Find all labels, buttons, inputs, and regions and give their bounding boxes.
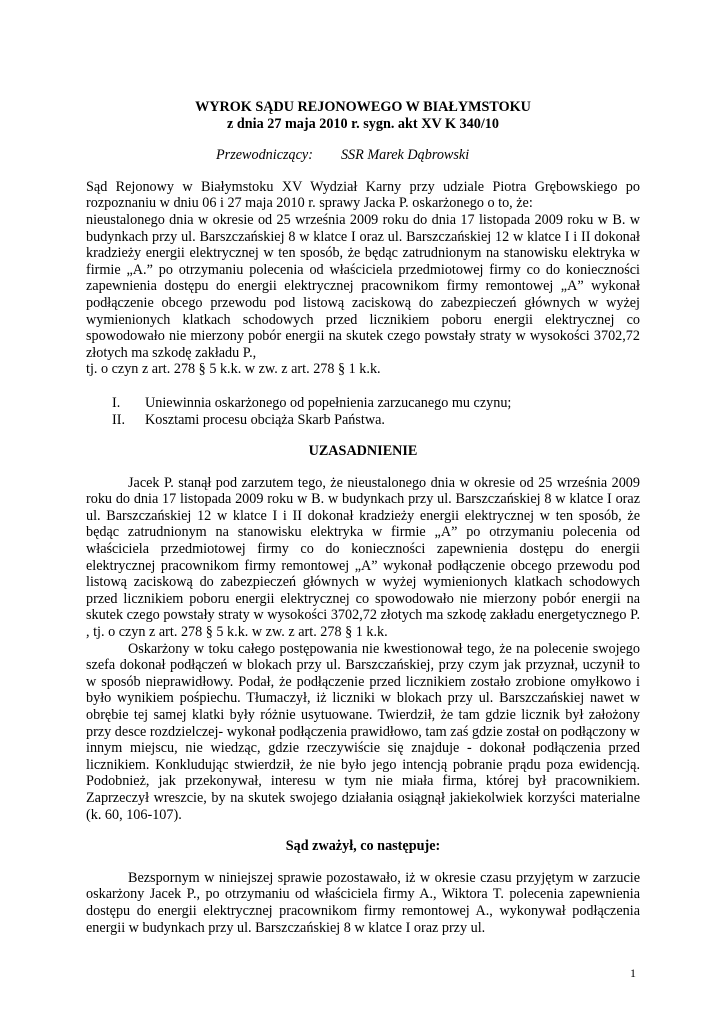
judgment-title [86,99,640,132]
judgment-intro [86,179,640,378]
verdict-list [86,395,640,428]
justification-paragraph: Jacek P. stanął pod zarzutem tego, że nieustalonego dnia w okresie od 25 września 2009 roku do dnia 17 listopada 2009 roku w B. w budynkach przy ul. Barszczańskiej 8 w klatce I oraz ul. Barszczańskiej 12 w klatce I i II dokonał kradzieży energii elektrycznej w ten sposób, że będąc zatrudnionym na stanowisku elektryka w firmie „A” po otrzymaniu polecenia od właściciela przedmiotowej firmy co do konieczności zapewnienia dostępu do energii elektrycznej pracownikom firmy remontowej „A” wykonał podłączenie obcego przewodu pod listową zaciskową do zabezpieczeń głównych w wyżej wymienionych klatkach schodowych przed licznikiem poboru energii elektrycznej co spowodowało nie mierzony pobór energii na skutek czego powstały straty w wysokości 3702,72 złotych ma szkodę zakładu energetycznego P. , tj. o czyn z art. 278 § 5 k.k. w zw. z art. 278 § 1 k.k. [86,474,640,641]
presiding-judge [216,147,640,164]
justification-heading: UZASADNIENIE [308,443,418,460]
court-findings-paragraph: Bezspornym w niniejszej sprawie pozostawało, iż w okresie czasu przyjętym w zarzucie oskarżony Jacek P., po otrzymaniu od właściciela firmy A., Wiktora T. polecenia zapewnienia dostępu do energii elektrycznej pracownikom firmy remontowej A., wykonywał podłączenia energii w budynkach przy ul. Barszczańskiej 8 w klatce I oraz przy ul. [86,869,640,936]
verdict-item-text: Kosztami procesu obciąża Skarb Państwa. [145,411,385,428]
justification-paragraph: Oskarżony w toku całego postępowania nie kwestionował tego, że na polecenie swojego szefa dokonał podłączeń w blokach przy ul. Barszczańskiej, przy czym jak przyznał, uczynił to w sposób nieprawidłowy. Podał, że podłączenie przed licznikiem zostało zrobione omyłkowo i było wynikiem pośpiechu. Tłumaczył, iż liczniki w blokach przy ul. Barszczańskiej nawet w obrębie tej samej klatki były różnie usytuowane. Twierdził, że tam gdzie licznik był założony przy desce rozdzielczej- wykonał podłączenia prawidłowo, tam zaś gdzie został on podłączony w innym miejscu, nie wiedząc, gdzie rzeczywiście się znajduje - dokonał podłączenia przed licznikiem. Konkludując stwierdził, że nie było jego intencją pobranie prądu poza ewidencją. Podobnież, jak przekonywał, interesu w tym nie miała firma, której był pracownikiem. Zaprzeczył wreszcie, by na skutek swojego działania osiągnął jakiekolwiek korzyści materialne (k. 60, 106-107). [86,640,640,823]
intro-paragraph-legal-basis: tj. o czyn z art. 278 § 5 k.k. w zw. z art. 278 § 1 k.k. [86,361,381,378]
intro-paragraph-court: Sąd Rejonowy w Białymstoku XV Wydział Karny przy udziale Piotra Grębowskiego po rozpoznaniu w dniu 06 i 27 maja 2010 r. sprawy Jacka P. oskarżonego o to, że: [86,178,640,212]
page-number: 1 [630,966,636,980]
verdict-item-text: Uniewinnia oskarżonego od popełnienia zarzucanego mu czynu; [145,394,512,411]
document-page [86,99,640,936]
verdict-item-number: II. [112,411,125,428]
court-findings-heading: Sąd zważył, co następuje: [285,838,441,855]
title-line-date: z dnia 27 maja 2010 r. sygn. akt XV K 340/10 [227,115,499,132]
presiding-name: SSR Marek Dąbrowski [340,147,470,164]
title-line-court: WYROK SĄDU REJONOWEGO W BIAŁYMSTOKU [195,99,531,115]
presiding-label: Przewodniczący: [216,147,313,164]
verdict-item-number: I. [112,394,121,411]
verdict-item [86,395,640,412]
verdict-item [86,412,640,429]
intro-paragraph-charge: nieustalonego dnia w okresie od 25 września 2009 roku do dnia 17 listopada 2009 roku w B. w budynkach przy ul. Barszczańskiej 8 w klatce I oraz ul. Barszczańskiej 12 w klatce I i II dokonał kradzieży energii elektrycznej w ten sposób, że będąc zatrudnionym na stanowisku elektryka w firmie „A.” po otrzymaniu polecenia od właściciela przedmiotowej firmy co do konieczności zapewnienia dostępu do energii elektrycznej pracownikom firmy remontowej „A” wykonał podłączenie obcego przewodu pod listową zaciskową do zabezpieczeń głównych w wyżej wymienionych klatkach schodowych przed licznikiem poboru energii elektrycznej co spowodowało nie mierzony pobór energii na skutek czego powstały straty w wysokości 3702,72 złotych ma szkodę zakładu P., [86,211,640,361]
justification-section [86,475,640,823]
court-findings-section [86,870,640,936]
